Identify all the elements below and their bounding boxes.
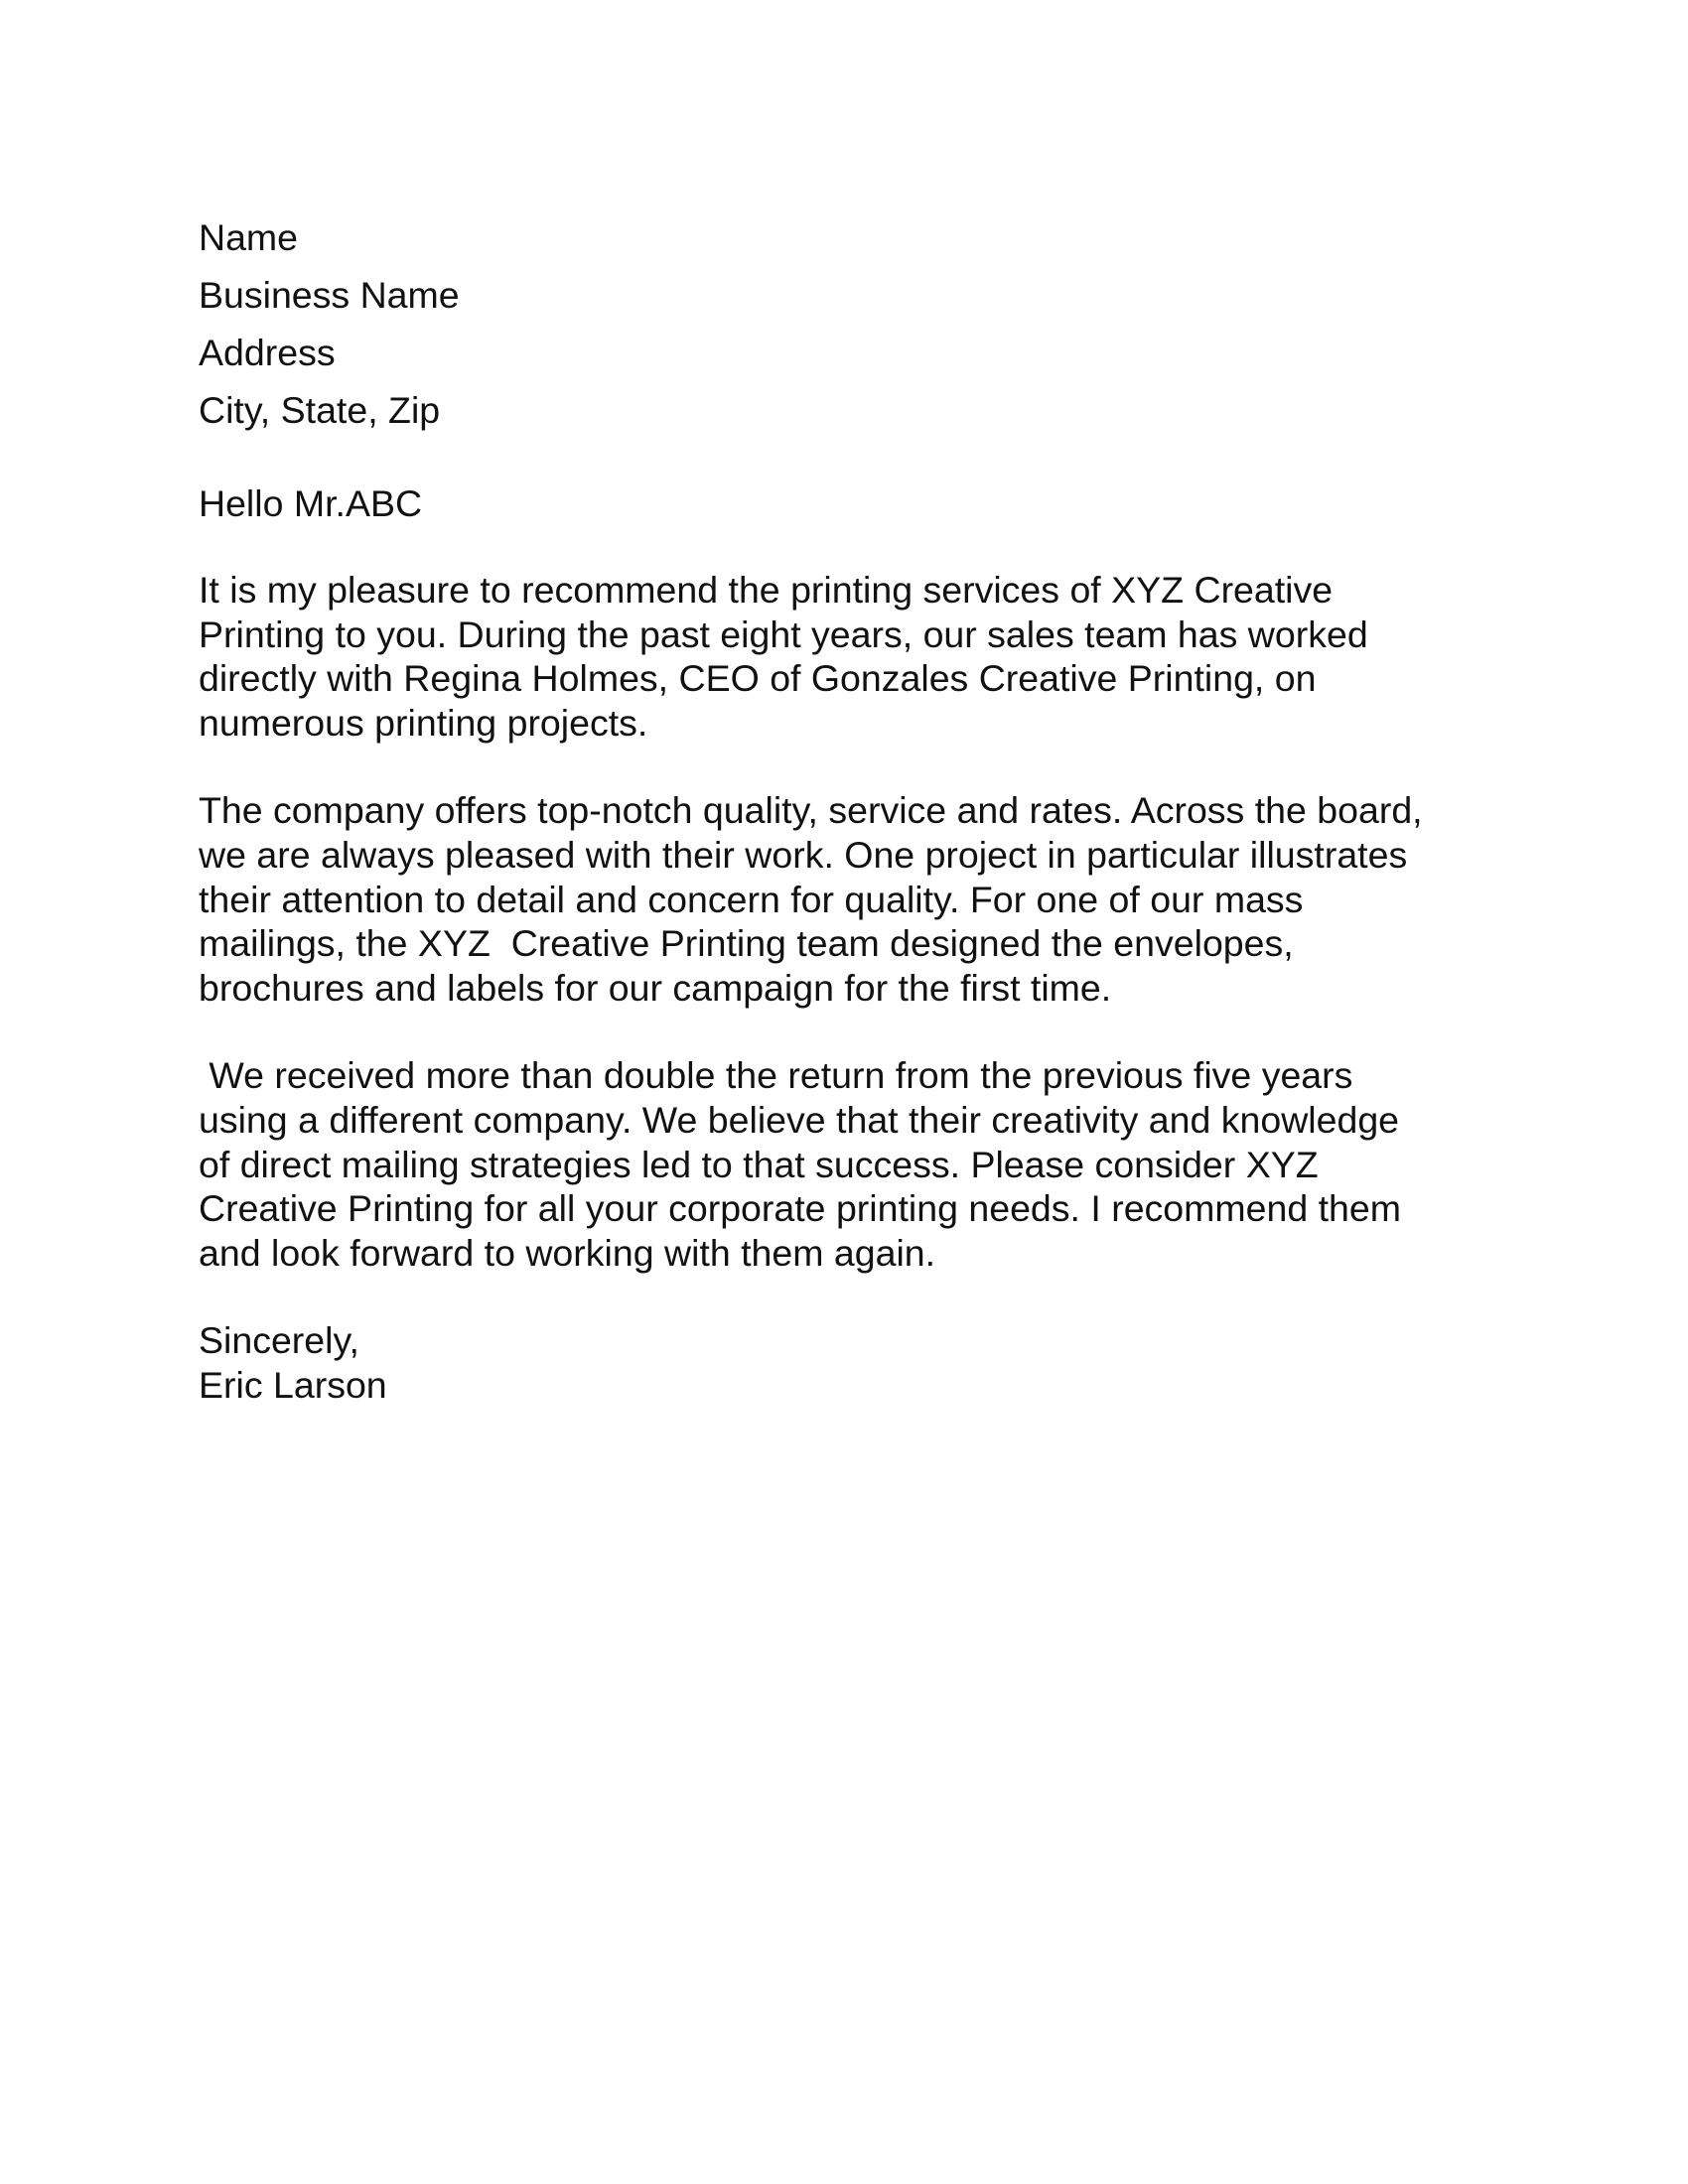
closing-block	[199, 1318, 1509, 1407]
paragraph-line: We received more than double the return from the previous five years	[199, 1054, 1353, 1097]
recipient-business-name: Business Name	[199, 274, 460, 316]
paragraph-line: directly with Regina Holmes, CEO of Gonzales Creative Printing, on	[199, 657, 1317, 700]
recommendation-letter	[199, 208, 1509, 1408]
signer-name: Eric Larson	[199, 1363, 387, 1406]
paragraph-line: their attention to detail and concern for quality. For one of our mass	[199, 878, 1304, 920]
paragraph-2	[199, 788, 1509, 1010]
recipient-name: Name	[199, 216, 299, 258]
paragraph-line: numerous printing projects.	[199, 701, 648, 744]
recipient-city-state-zip: City, State, Zip	[199, 389, 441, 431]
paragraph-line: Creative Printing for all your corporate printing needs. I recommend them	[199, 1187, 1401, 1230]
paragraph-line: Printing to you. During the past eight years, our sales team has worked	[199, 613, 1368, 655]
paragraph-line: brochures and labels for our campaign for the first time.	[199, 966, 1112, 1009]
paragraph-line: we are always pleased with their work. One project in particular illustrates	[199, 833, 1408, 876]
paragraph-line: of direct mailing strategies led to that success. Please consider XYZ	[199, 1143, 1319, 1185]
paragraph-line: using a different company. We believe that their creativity and knowledge	[199, 1098, 1400, 1141]
paragraph-1	[199, 568, 1509, 745]
recipient-address: Address	[199, 332, 336, 373]
paragraph-line: The company offers top-notch quality, service and rates. Across the board,	[199, 789, 1423, 832]
paragraph-line: mailings, the XYZ Creative Printing team designed the envelopes,	[199, 922, 1294, 965]
paragraph-line: It is my pleasure to recommend the printing services of XYZ Creative	[199, 569, 1334, 611]
salutation: Hello Mr.ABC	[199, 482, 423, 524]
recipient-block	[199, 208, 1509, 439]
letter-body	[199, 568, 1509, 1275]
paragraph-line: and look forward to working with them again.	[199, 1231, 936, 1274]
valediction: Sincerely,	[199, 1319, 359, 1362]
paragraph-3	[199, 1053, 1509, 1275]
